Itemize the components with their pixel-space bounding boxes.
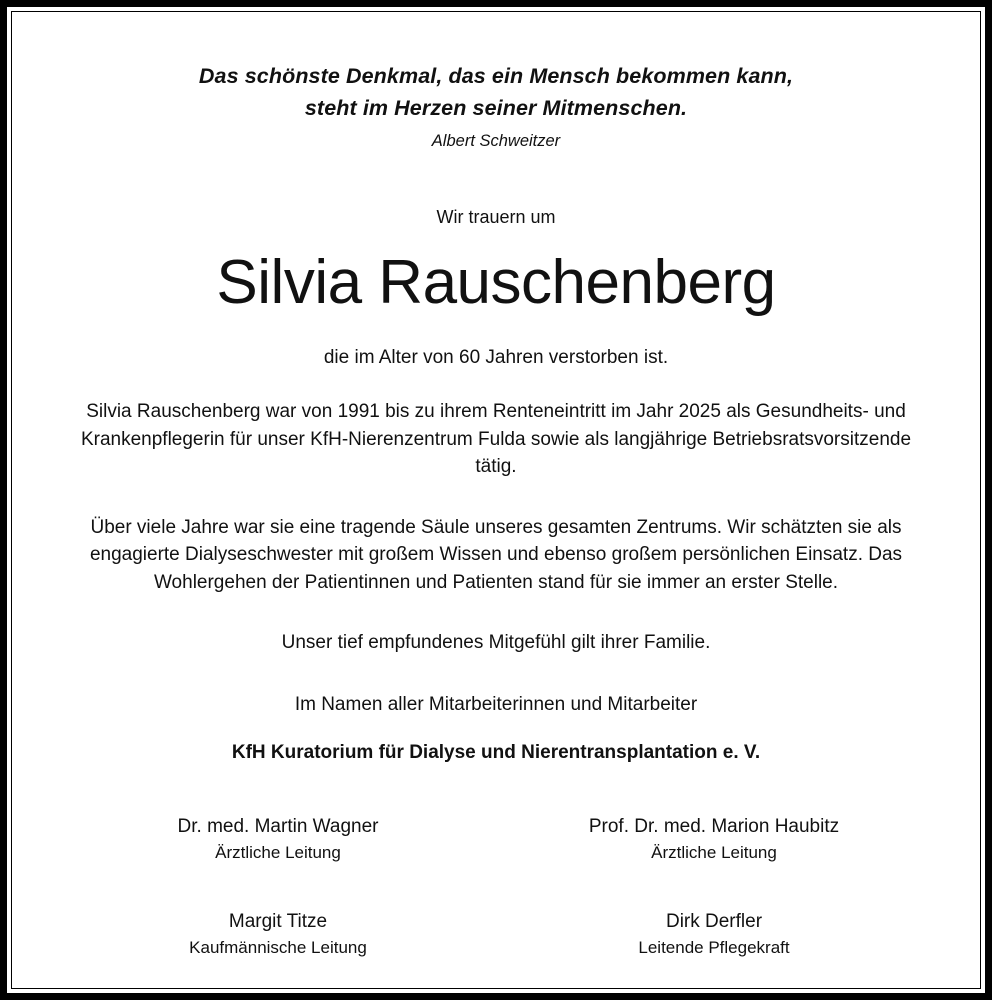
- signatory: [60, 813, 496, 866]
- organisation-name: KfH Kuratorium für Dialyse und Nierentransplantation e. V.: [231, 741, 761, 763]
- signatory-role: Ärztliche Leitung: [215, 842, 341, 862]
- quote-attribution: Albert Schweitzer: [431, 132, 561, 150]
- tribute-paragraph: Unser tief empfundenes Mitgefühl gilt ihrer Familie.: [281, 632, 711, 653]
- tribute-paragraph: Über viele Jahre war sie eine tragende Säule unseres gesamten Zentrums. Wir schätzten sie als engagierte Dialyseschwester mit großem Wissen und ebenso großem persönlichen Einsatz. Das Wohlergehen der Patientinnen und Patienten stand für sie immer an erster Stelle.: [89, 516, 903, 593]
- epitaph-quote: [60, 60, 932, 154]
- signatory-role: Ärztliche Leitung: [651, 842, 777, 862]
- signatory: [496, 908, 932, 961]
- signatory-role: Kaufmännische Leitung: [189, 937, 367, 957]
- deceased-name: Silvia Rauschenberg: [216, 248, 776, 317]
- signatory-grid: [60, 813, 932, 961]
- signatory-name: Prof. Dr. med. Marion Haubitz: [588, 815, 840, 837]
- tribute-text: [60, 398, 932, 657]
- signatory-name: Dirk Derfler: [665, 910, 763, 932]
- closing-line: Im Namen aller Mitarbeiterinnen und Mitarbeiter: [294, 693, 698, 715]
- signatory-name: Margit Titze: [228, 910, 328, 932]
- quote-line-1: Das schönste Denkmal, das ein Mensch bekommen kann,: [198, 64, 794, 88]
- tribute-paragraph: Silvia Rauschenberg war von 1991 bis zu ihrem Renteneintritt im Jahr 2025 als Gesundheits- und Krankenpflegerin für unser KfH-Nierenzentrum Fulda sowie als langjährige Betriebsratsvorsitzende tätig.: [80, 401, 912, 477]
- frame-gap: [7, 7, 985, 993]
- signatory: [496, 813, 932, 866]
- mourning-lead-in: Wir trauern um: [436, 207, 556, 227]
- notice-content: [11, 11, 981, 989]
- signatory-role: Leitende Pflegekraft: [638, 937, 790, 957]
- quote-line-2: steht im Herzen seiner Mitmenschen.: [304, 96, 688, 120]
- signatory: [60, 908, 496, 961]
- age-at-death-line: die im Alter von 60 Jahren verstorben ist.: [323, 347, 669, 368]
- signatory-name: Dr. med. Martin Wagner: [177, 815, 379, 837]
